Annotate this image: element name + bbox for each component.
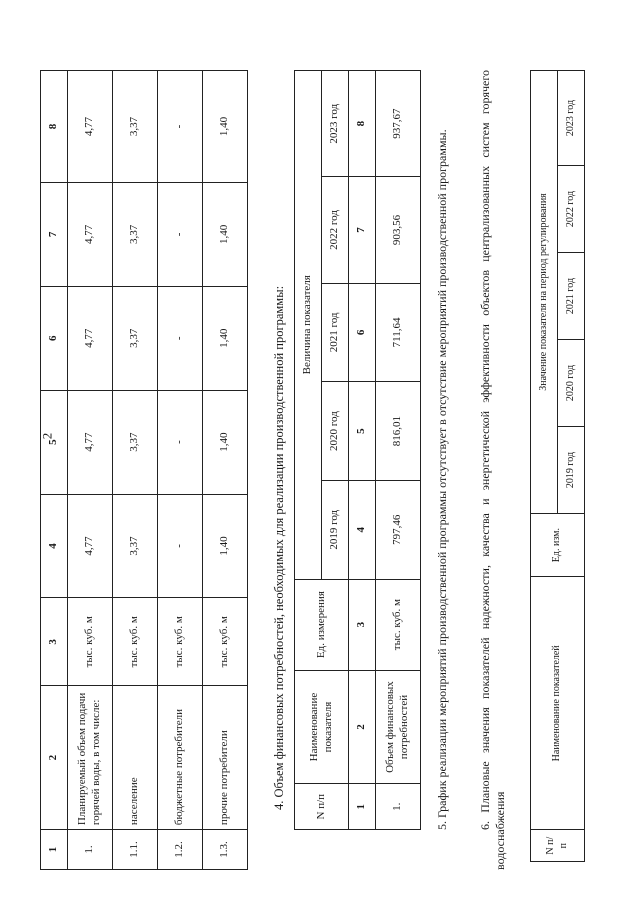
row-value: 1,40 bbox=[203, 71, 248, 183]
row-value: - bbox=[158, 390, 203, 494]
table-header-row bbox=[531, 71, 558, 862]
row-value: 4,77 bbox=[68, 71, 113, 183]
header-cell: Ед. измерения bbox=[295, 579, 349, 670]
column-number: 5 bbox=[349, 382, 376, 481]
row-value: - bbox=[158, 494, 203, 598]
header-cell: Ед. изм. bbox=[531, 513, 585, 576]
page-number: 2 bbox=[39, 432, 55, 440]
header-cell: Наименование показателя bbox=[295, 670, 349, 784]
section-4-heading: 4. Объем финансовых потребностей, необходимых для реализации производственной программы: bbox=[272, 285, 286, 810]
rotated-page-content bbox=[40, 50, 600, 870]
row-name: население bbox=[113, 686, 158, 830]
table-row bbox=[68, 71, 113, 870]
row-value: 3,37 bbox=[113, 182, 158, 286]
row-name: прочие потребители bbox=[203, 686, 248, 830]
column-number: 2 bbox=[349, 670, 376, 784]
table-row bbox=[376, 71, 421, 830]
row-number: 1. bbox=[376, 784, 421, 830]
row-value: 3,37 bbox=[113, 286, 158, 390]
row-name: Планируемый объем подачи горячей воды, в том числе: bbox=[68, 686, 113, 830]
year-header: 2019 год bbox=[322, 480, 349, 579]
row-value: 3,37 bbox=[113, 71, 158, 183]
row-value: 903,56 bbox=[376, 177, 421, 283]
header-cell: 6 bbox=[41, 286, 68, 390]
row-value: - bbox=[158, 71, 203, 183]
table-header-row bbox=[41, 71, 68, 870]
column-number-row bbox=[349, 71, 376, 830]
financial-needs-table bbox=[294, 70, 421, 830]
table-row bbox=[113, 71, 158, 870]
year-header: 2021 год bbox=[322, 283, 349, 382]
year-header: 2022 год bbox=[322, 177, 349, 283]
row-value: 711,64 bbox=[376, 283, 421, 382]
header-cell: 1 bbox=[41, 830, 68, 870]
header-cell: 5 bbox=[41, 390, 68, 494]
column-number: 3 bbox=[349, 579, 376, 670]
header-cell: N п/п bbox=[531, 830, 585, 862]
year-header: 2020 год bbox=[558, 339, 585, 426]
row-number: 1. bbox=[68, 830, 113, 870]
row-unit: тыс. куб. м bbox=[203, 598, 248, 686]
column-number: 8 bbox=[349, 71, 376, 177]
header-cell: 7 bbox=[41, 182, 68, 286]
header-cell: N п/п bbox=[295, 784, 349, 830]
paragraph-5: 5. График реализации мероприятий производственной программы отсутствует в отсутствие мероприятий производственной программы. bbox=[435, 129, 449, 830]
year-header: 2019 год bbox=[558, 426, 585, 513]
header-cell: 3 bbox=[41, 598, 68, 686]
row-value: 1,40 bbox=[203, 494, 248, 598]
year-header: 2020 год bbox=[322, 382, 349, 481]
indicators-table bbox=[530, 70, 585, 862]
row-name: Объем финансовых потребностей bbox=[376, 670, 421, 784]
row-value: 3,37 bbox=[113, 390, 158, 494]
header-cell: 8 bbox=[41, 71, 68, 183]
row-value: 4,77 bbox=[68, 182, 113, 286]
row-value: 1,40 bbox=[203, 182, 248, 286]
water-supply-volume-table bbox=[40, 70, 248, 870]
row-unit: тыс. куб. м bbox=[68, 598, 113, 686]
table-header-row bbox=[295, 71, 322, 830]
header-cell: Значение показателя на период регулирования bbox=[531, 71, 558, 514]
column-number: 7 bbox=[349, 177, 376, 283]
header-cell: 4 bbox=[41, 494, 68, 598]
row-unit: тыс. куб. м bbox=[113, 598, 158, 686]
row-value: - bbox=[158, 286, 203, 390]
header-cell: Наименование показателей bbox=[531, 577, 585, 830]
column-number: 4 bbox=[349, 480, 376, 579]
header-cell: 2 bbox=[41, 686, 68, 830]
row-name: бюджетные потребители bbox=[158, 686, 203, 830]
column-number: 6 bbox=[349, 283, 376, 382]
row-unit: тыс. куб. м bbox=[376, 579, 421, 670]
table-row bbox=[158, 71, 203, 870]
row-value: 4,77 bbox=[68, 494, 113, 598]
row-number: 1.1. bbox=[113, 830, 158, 870]
row-unit: тыс. куб. м bbox=[158, 598, 203, 686]
row-value: 1,40 bbox=[203, 390, 248, 494]
year-header: 2023 год bbox=[322, 71, 349, 177]
row-value: 1,40 bbox=[203, 286, 248, 390]
paragraph-6: 6. Плановые значения показателей надежности, качества и энергетической эффективности объектов централизованных систем горячего водоснабжения bbox=[478, 70, 507, 870]
year-header: 2021 год bbox=[558, 252, 585, 339]
header-cell: Величина показателя bbox=[295, 71, 322, 580]
row-value: - bbox=[158, 182, 203, 286]
year-header: 2022 год bbox=[558, 165, 585, 252]
row-number: 1.3. bbox=[203, 830, 248, 870]
row-value: 797,46 bbox=[376, 480, 421, 579]
row-value: 3,37 bbox=[113, 494, 158, 598]
row-value: 4,77 bbox=[68, 390, 113, 494]
year-header: 2023 год bbox=[558, 71, 585, 166]
column-number: 1 bbox=[349, 784, 376, 830]
row-value: 4,77 bbox=[68, 286, 113, 390]
table-row bbox=[203, 71, 248, 870]
row-number: 1.2. bbox=[158, 830, 203, 870]
row-value: 816,01 bbox=[376, 382, 421, 481]
row-value: 937,67 bbox=[376, 71, 421, 177]
